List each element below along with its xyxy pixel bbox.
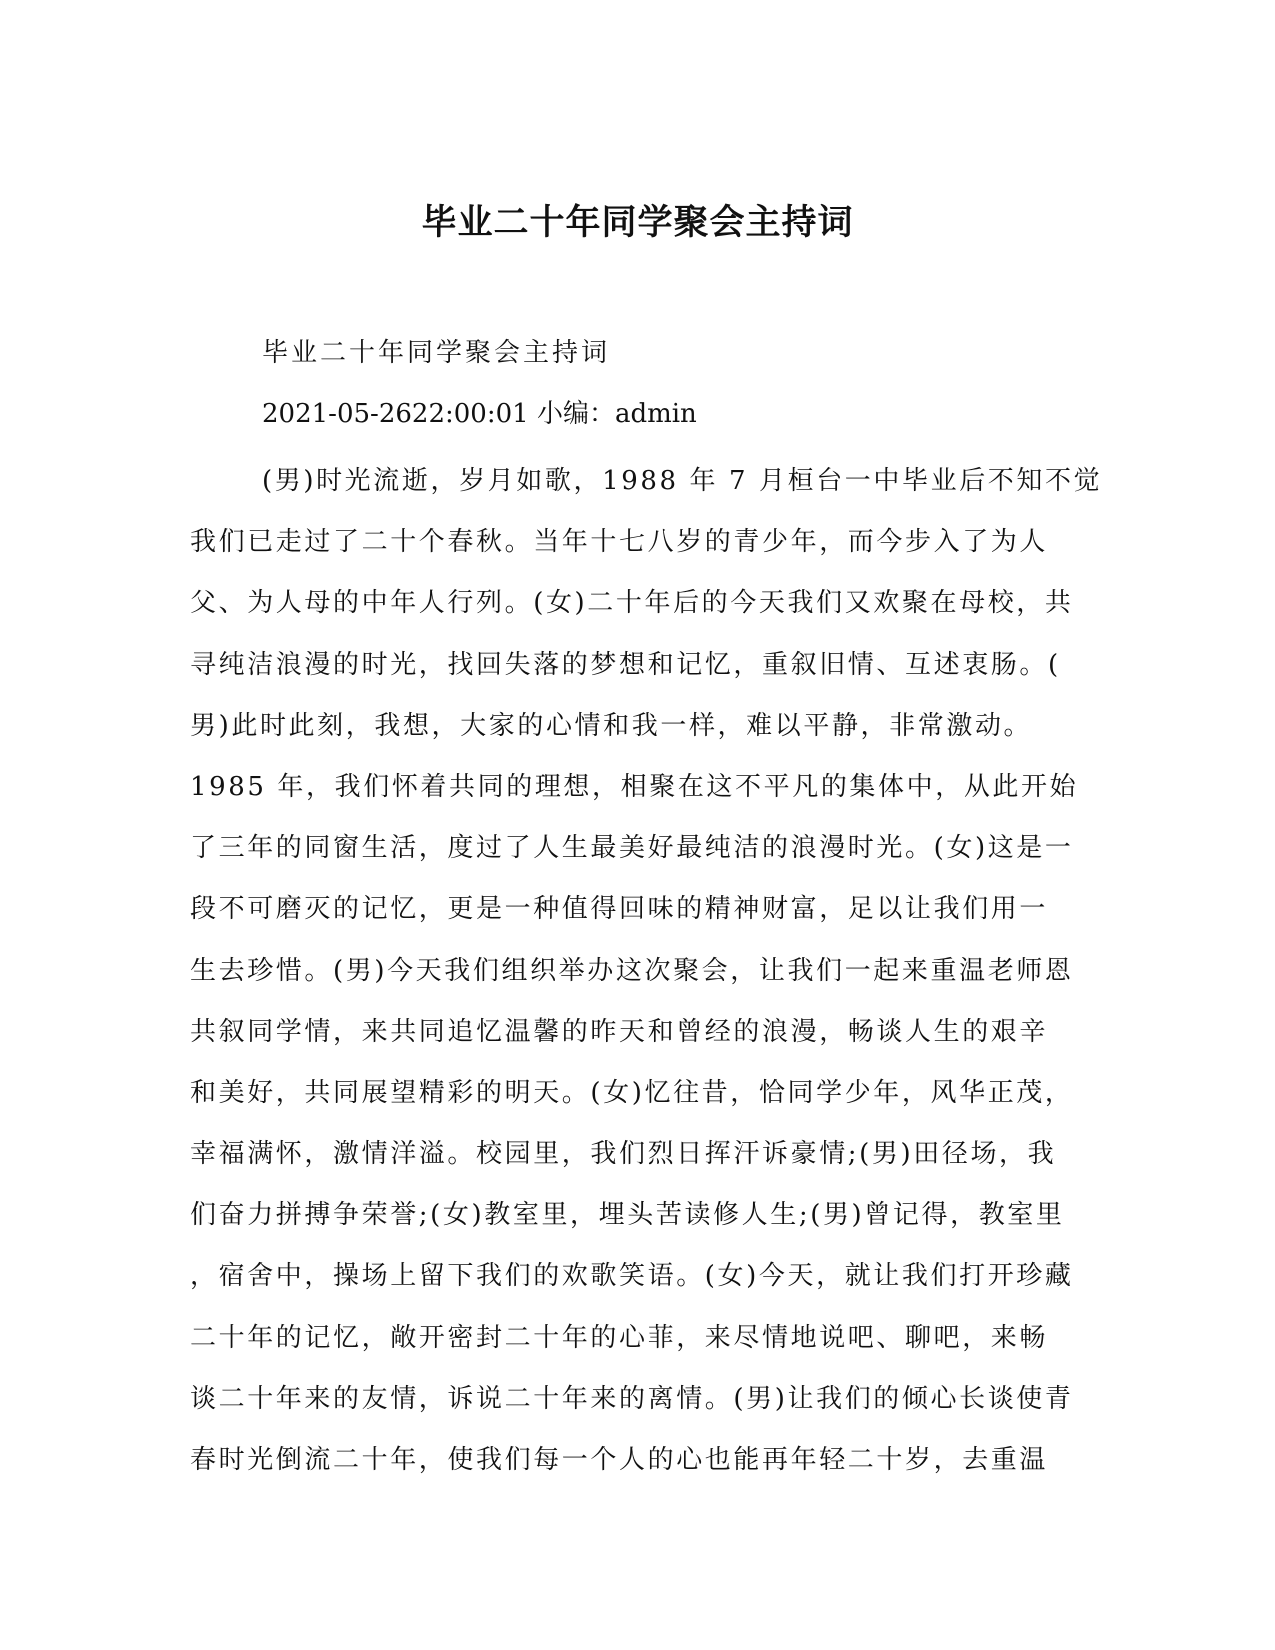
body-line: 谈二十年来的友情，诉说二十年来的离情。(男)让我们的倾心长谈使青	[190, 1383, 1074, 1414]
body-line: 段不可磨灭的记忆，更是一种值得回味的精神财富，足以让我们用一	[190, 894, 1049, 925]
body-line: 和美好，共同展望精彩的明天。(女)忆往昔，恰同学少年，风华正茂，	[190, 1077, 1074, 1108]
body-paragraph	[190, 451, 1103, 1491]
body-line: 了三年的同窗生活，度过了人生最美好最纯洁的浪漫时光。(女)这是一	[190, 833, 1074, 864]
document-subtitle: 毕业二十年同学聚会主持词	[262, 338, 611, 368]
body-line: 春时光倒流二十年，使我们每一个人的心也能再年轻二十岁，去重温	[190, 1445, 1049, 1475]
body-line: 生去珍惜。(男)今天我们组织举办这次聚会，让我们一起来重温老师恩	[190, 955, 1074, 986]
publish-meta: 2021-05-2622:00:01 小编：admin	[262, 399, 697, 429]
document-title: 毕业二十年同学聚会主持词	[421, 203, 854, 243]
body-line: 我们已走过了二十个春秋。当年十七八岁的青少年，而今步入了为人	[190, 527, 1049, 558]
body-line: 寻纯洁浪漫的时光，找回失落的梦想和记忆，重叙旧情、互述衷肠。(	[190, 649, 1061, 680]
body-line: 幸福满怀，激情洋溢。校园里，我们烈日挥汗诉豪情;(男)田径场，我	[190, 1139, 1057, 1170]
body-line: ，宿舍中，操场上留下我们的欢歌笑语。(女)今天，就让我们打开珍藏	[190, 1261, 1074, 1292]
body-line: 男)此时此刻，我想，大家的心情和我一样，难以平静，非常激动。	[190, 710, 1033, 741]
body-line: 共叙同学情，来共同追忆温馨的昨天和曾经的浪漫，畅谈人生的艰辛	[190, 1016, 1049, 1047]
body-line: 们奋力拼搏争荣誉;(女)教室里，埋头苦读修人生;(男)曾记得，教室里	[190, 1200, 1065, 1231]
body-line: 父、为人母的中年人行列。(女)二十年后的今天我们又欢聚在母校，共	[190, 588, 1074, 619]
body-line: 1985 年，我们怀着共同的理想，相聚在这不平凡的集体中，从此开始	[190, 771, 1079, 802]
body-line: 二十年的记忆，敞开密封二十年的心菲，来尽情地说吧、聊吧，来畅	[190, 1322, 1049, 1353]
body-line: (男)时光流逝，岁月如歌，1988 年 7 月桓台一中毕业后不知不觉	[262, 466, 1103, 496]
